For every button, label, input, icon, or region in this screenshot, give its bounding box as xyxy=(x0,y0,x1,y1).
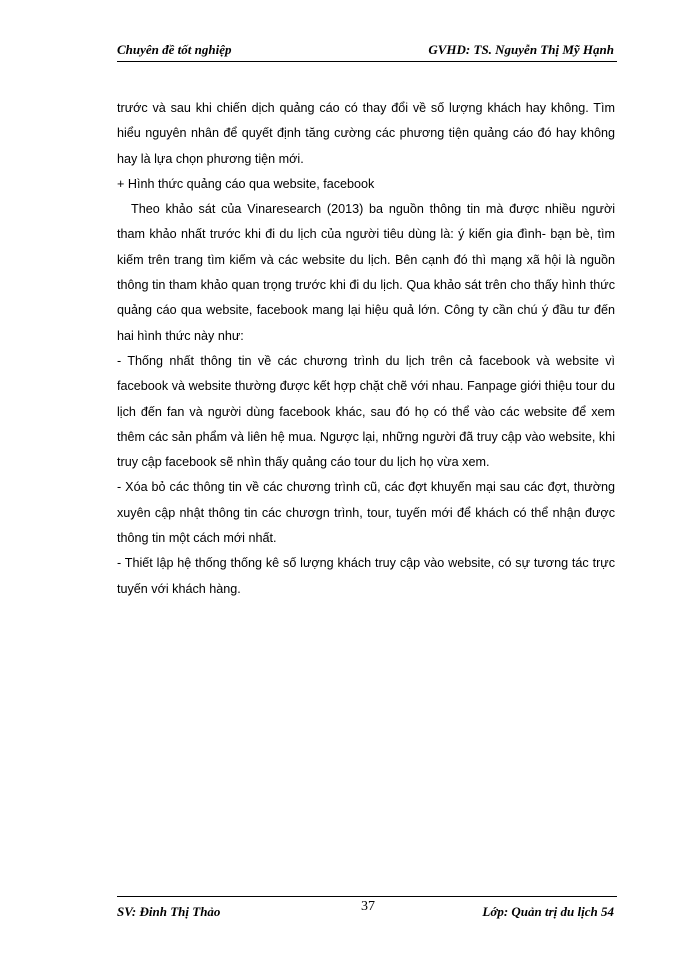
document-body xyxy=(117,96,615,602)
paragraph: Theo khảo sát của Vinaresearch (2013) ba nguồn thông tin mà được nhiều người tham khảo nhất trước khi đi du lịch của người tiêu dùng là: ý kiến gia đình- bạn bè, tìm kiếm trên trang tìm kiếm và các website du lịch. Bên cạnh đó thì mạng xã hội là nguồn thông tin tham khảo quan trọng trước khi đi du lịch. Qua khảo sát trên cho thấy hình thức quảng cáo qua website, facebook mang lại hiệu quả lớn. Công ty cần chú ý đầu tư đến hai hình thức này như: xyxy=(117,202,615,343)
page-footer xyxy=(117,896,617,921)
header-thesis-title: Chuyên đề tốt nghiệp xyxy=(117,42,232,57)
footer-student-name: SV: Đinh Thị Thảo xyxy=(117,904,221,919)
page-number: 37 xyxy=(361,899,375,914)
section-heading: + Hình thức quảng cáo qua website, facebook xyxy=(117,176,375,191)
footer-class-name: Lớp: Quản trị du lịch 54 xyxy=(482,904,614,919)
bullet-paragraph: - Xóa bỏ các thông tin về các chương trình cũ, các đợt khuyến mại sau các đợt, thường xuyên cập nhật thông tin các chươgn trình, tour, tuyến mới để khách có thể nhận được thông tin một cách mới nhất. xyxy=(117,480,615,546)
header-supervisor: GVHD: TS. Nguyễn Thị Mỹ Hạnh xyxy=(428,42,614,57)
bullet-paragraph: - Thống nhất thông tin về các chương trình du lịch trên cả facebook và website vì facebook và website thường được kết hợp chặt chẽ với nhau. Fanpage giới thiệu tour du lịch đến fan và người dùng facebook khác, sau đó họ có thể vào các website để xem thêm các sản phẩm và liên hệ mua. Ngược lại, những người đã truy cập vào website, khi truy cập facebook sẽ nhìn thấy quảng cáo tour du lịch họ vừa xem. xyxy=(117,353,615,470)
bullet-paragraph: - Thiết lập hệ thống thống kê số lượng khách truy cập vào website, có sự tương tác trực tuyến với khách hàng. xyxy=(117,556,615,596)
paragraph: trước và sau khi chiến dịch quảng cáo có thay đổi về số lượng khách hay không. Tìm hiểu nguyên nhân để quyết định tăng cường các phương tiện quảng cáo đó hay không hay là lựa chọn phương tiện mới. xyxy=(117,101,615,166)
page-header xyxy=(117,37,617,62)
